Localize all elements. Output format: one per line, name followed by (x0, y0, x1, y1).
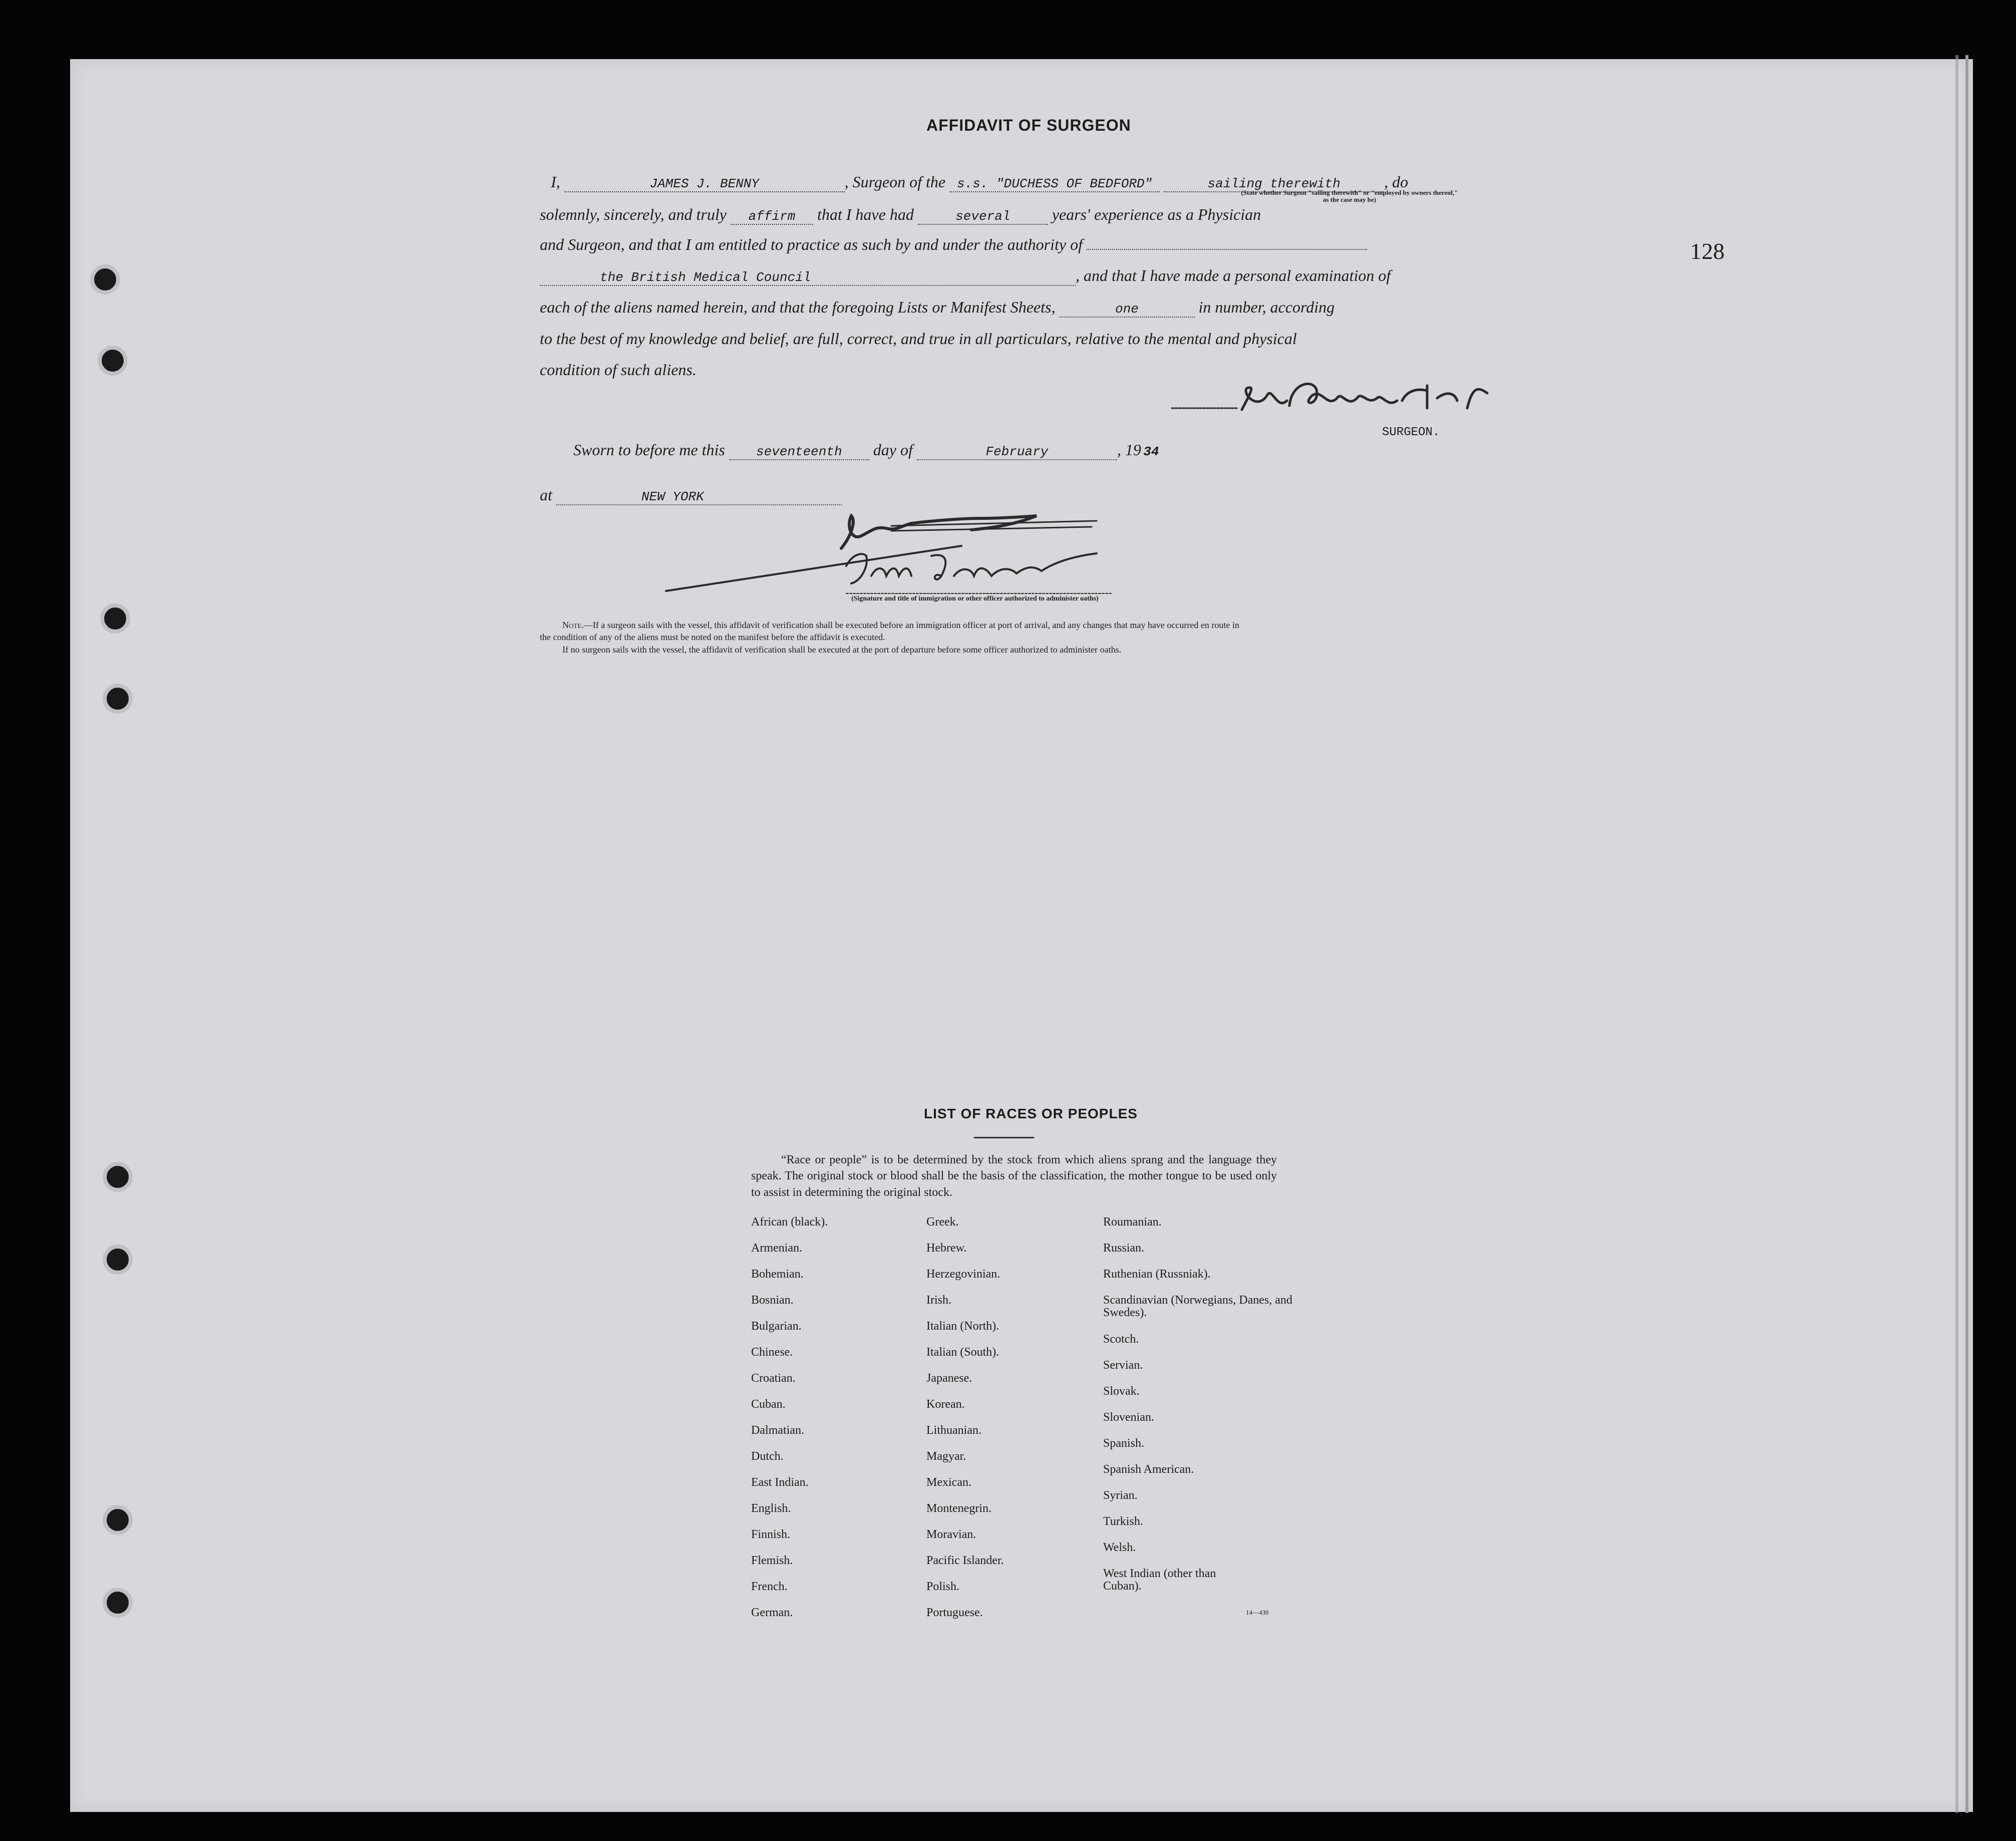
race-item: Herzegovinian. (926, 1268, 1000, 1281)
text-do: , do (1384, 173, 1409, 191)
race-item: African (black). (751, 1215, 828, 1229)
text-personal-examination: , and that I have made a personal examination of (1076, 266, 1391, 284)
text-day-of: day of (873, 441, 913, 459)
race-item: Bosnian. (751, 1294, 794, 1307)
race-item: Flemish. (751, 1554, 793, 1567)
race-item: Italian (North). (926, 1320, 999, 1333)
vessel-name-field: s.s. "DUCHESS OF BEDFORD" (949, 177, 1160, 192)
race-item: West Indian (other than Cuban). (1103, 1567, 1216, 1593)
affidavit-title: AFFIDAVIT OF SURGEON (926, 116, 1131, 134)
note-line-1: —If a surgeon sails with the vessel, this affidavit of verification shall be executed before an immigration officer at port of arrival, and any changes that may have occurred en route in (583, 620, 1239, 630)
race-item: Ruthenian (Russniak). (1103, 1268, 1211, 1281)
race-item: Polish. (926, 1580, 960, 1593)
race-item: Lithuanian. (926, 1424, 981, 1437)
race-item: Irish. (926, 1294, 951, 1307)
text-at: at (540, 486, 552, 504)
form-number: 14—430 (1246, 1609, 1269, 1616)
binder-hole (103, 1505, 133, 1535)
race-item: English. (751, 1502, 791, 1515)
oath-type-field: affirm (731, 209, 813, 225)
race-item: Armenian. (751, 1242, 802, 1255)
years-field: several (918, 209, 1048, 225)
race-item: Croatian. (751, 1372, 796, 1385)
race-item: Turkish. (1103, 1515, 1143, 1528)
note-line-2: the condition of any of the aliens must be noted on the manifest before the affidavit is executed. (540, 632, 885, 643)
binder-hole (90, 264, 120, 294)
page-edge (1955, 55, 1958, 1813)
officer-caption: (Signature and title of immigration or other officer authorized to administer oaths) (851, 595, 1099, 602)
status-hint: (State whether Surgeon "sailing therewith" or "employed by owners thereof," as the case may be) (1241, 189, 1458, 204)
title-rule (974, 1137, 1034, 1138)
page-edge (1965, 55, 1968, 1813)
race-item: Portuguese. (926, 1606, 983, 1619)
surgeon-name-field: JAMES J. BENNY (564, 177, 845, 192)
races-column-3 (1103, 1216, 1293, 1607)
text-years-experience: years' experience as a Physician (1052, 205, 1261, 223)
binder-hole (103, 1588, 133, 1618)
text-foregoing-lists: each of the aliens named herein, and that the foregoing Lists or Manifest Sheets, (540, 298, 1056, 316)
race-item: Spanish. (1103, 1437, 1145, 1450)
race-item: Japanese. (926, 1372, 972, 1385)
surgeon-label: SURGEON. (1382, 426, 1440, 439)
race-item: Scotch. (1103, 1333, 1139, 1346)
race-item: Moravian. (926, 1528, 976, 1541)
binder-hole (103, 1162, 133, 1192)
text-nineteen: , 19 (1117, 441, 1141, 459)
race-item: Hebrew. (926, 1242, 967, 1255)
race-item: Finnish. (751, 1528, 791, 1541)
document-page (70, 59, 1973, 1812)
race-item: Chinese. (751, 1346, 793, 1359)
sworn-line (573, 441, 1161, 460)
officer-signature (661, 506, 1152, 596)
race-item: French. (751, 1580, 788, 1593)
text-in-number: in number, according (1198, 298, 1335, 316)
binder-hole (103, 684, 133, 714)
surgeon-signature (1167, 371, 1507, 421)
surgeon-status-field: sailing therewith (1164, 177, 1384, 192)
race-item: Scandinavian (Norwegians, Danes, and Swedes). (1103, 1294, 1292, 1320)
text-i: I, (551, 173, 560, 191)
race-item: Welsh. (1103, 1541, 1136, 1554)
affidavit-line-2 (540, 205, 1261, 225)
race-item: Syrian. (1103, 1489, 1138, 1502)
sheets-count-field: one (1060, 302, 1195, 318)
race-item: Italian (South). (926, 1346, 999, 1359)
race-item: East Indian. (751, 1476, 809, 1489)
text-authority: and Surgeon, and that I am entitled to practice as such by and under the authority of (540, 235, 1083, 253)
race-item: Servian. (1103, 1359, 1143, 1372)
race-item: Korean. (926, 1398, 965, 1411)
race-item: Slovak. (1103, 1385, 1140, 1398)
race-item: Roumanian. (1103, 1215, 1162, 1229)
affidavit-line-6: to the best of my knowledge and belief, are full, correct, and true in all particulars, relative to the mental and physical (540, 330, 1297, 348)
race-item: Bohemian. (751, 1268, 804, 1281)
binder-hole (100, 603, 130, 634)
race-item: Dalmatian. (751, 1424, 804, 1437)
affidavit-line-7: condition of such aliens. (540, 361, 697, 379)
sworn-day-field: seventeenth (729, 445, 869, 460)
affidavit-line-4 (540, 266, 1391, 286)
text-sworn: Sworn to before me this (573, 441, 725, 459)
races-title: LIST OF RACES OR PEOPLES (924, 1106, 1138, 1121)
authority-blank (1087, 249, 1367, 250)
races-column-1 (751, 1216, 828, 1633)
note-label: Note. (562, 620, 584, 630)
authority-field: the British Medical Council (540, 270, 1076, 286)
place-field: NEW YORK (556, 490, 842, 505)
binder-hole (98, 346, 128, 376)
race-item: Cuban. (751, 1398, 786, 1411)
race-item: Dutch. (751, 1450, 784, 1463)
text-surgeon-of: , Surgeon of the (844, 173, 946, 191)
sworn-month-field: February (917, 445, 1117, 460)
race-item: Spanish American. (1103, 1463, 1194, 1476)
race-item: Mexican. (926, 1476, 971, 1489)
binder-hole (103, 1245, 133, 1275)
race-item: Slovenian. (1103, 1411, 1154, 1424)
races-intro: “Race or people” is to be determined by the stock from which aliens sprang and the language they speak. The original stock or blood shall be the basis of the classification, the mother tongue to be used only to assist in determining the original stock. (751, 1153, 1277, 1199)
at-line (540, 486, 842, 505)
page-number: 128 (1690, 238, 1725, 264)
sworn-year-field: 34 (1143, 444, 1159, 459)
note-line-3: If no surgeon sails with the vessel, the affidavit of verification shall be executed at the port of departure before some officer authorized to administer oaths. (562, 644, 1122, 655)
text-solemnly: solemnly, sincerely, and truly (540, 205, 727, 223)
race-item: Russian. (1103, 1242, 1145, 1255)
race-item: Bulgarian. (751, 1320, 802, 1333)
races-column-2 (926, 1216, 1004, 1633)
race-item: Greek. (926, 1215, 959, 1229)
race-item: German. (751, 1606, 793, 1619)
race-item: Montenegrin. (926, 1502, 991, 1515)
affidavit-note (540, 619, 1239, 656)
affidavit-line-5 (540, 298, 1334, 318)
text-have-had: that I have had (817, 205, 914, 223)
affidavit-line-3 (540, 235, 1367, 254)
race-item: Pacific Islander. (926, 1554, 1004, 1567)
race-item: Magyar. (926, 1450, 966, 1463)
